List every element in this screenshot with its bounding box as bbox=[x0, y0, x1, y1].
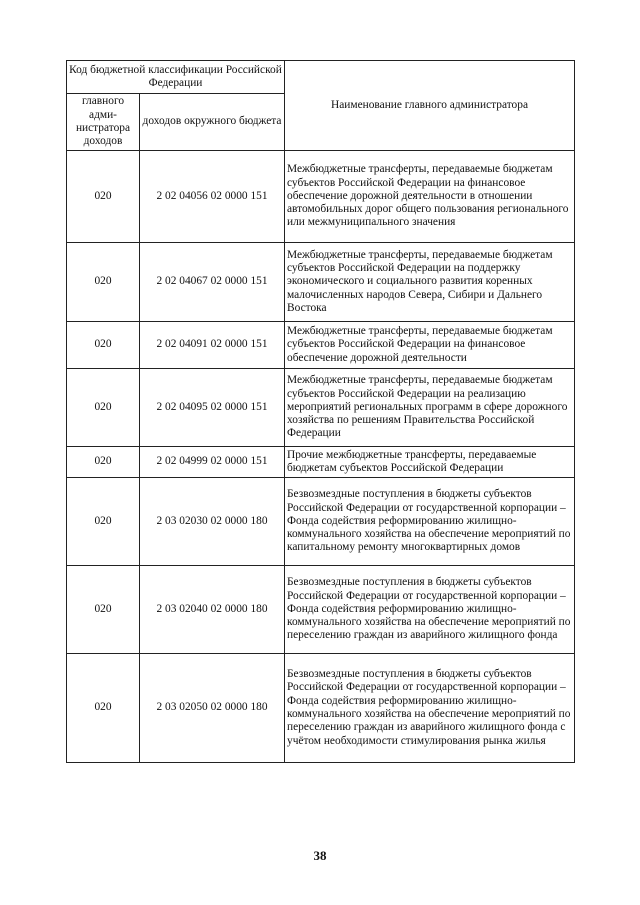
budget-code-cell: 2 02 04999 02 0000 151 bbox=[140, 447, 285, 478]
table-row bbox=[67, 566, 575, 654]
page-number: 38 bbox=[313, 848, 327, 863]
admin-code-cell: 020 bbox=[67, 369, 140, 447]
admin-name-cell: Межбюджетные трансферты, передаваемые бюджетам субъектов Российской Федерации на поддержку экономического и социального развития коренных малочисленных народов Севера, Сибири и Дальнего Востока bbox=[285, 243, 575, 322]
budget-code-cell: 2 03 02050 02 0000 180 bbox=[140, 654, 285, 763]
admin-name-cell: Межбюджетные трансферты, передаваемые бюджетам субъектов Российской Федерации на финансовое обеспечение дорожной деятельности bbox=[285, 322, 575, 369]
admin-code-cell: 020 bbox=[67, 151, 140, 243]
budget-code-cell: 2 02 04095 02 0000 151 bbox=[140, 369, 285, 447]
admin-code-cell: 020 bbox=[67, 478, 140, 566]
admin-name-cell: Безвозмездные поступления в бюджеты субъектов Российской Федерации от государственной корпорации – Фонда содействия реформированию жилищно-коммунального хозяйства на обеспечение мероприятий по капитальному ремонту многоквартирных домов bbox=[285, 478, 575, 566]
admin-code-cell: 020 bbox=[67, 322, 140, 369]
table-row bbox=[67, 447, 575, 478]
revenue-classification-table bbox=[66, 60, 575, 763]
table-row bbox=[67, 151, 575, 243]
admin-code-cell: 020 bbox=[67, 654, 140, 763]
table-row bbox=[67, 322, 575, 369]
budget-code-cell: 2 02 04067 02 0000 151 bbox=[140, 243, 285, 322]
budget-code-cell: 2 03 02040 02 0000 180 bbox=[140, 566, 285, 654]
table-header-row bbox=[67, 61, 575, 94]
budget-code-cell: 2 02 04091 02 0000 151 bbox=[140, 322, 285, 369]
admin-name-cell: Безвозмездные поступления в бюджеты субъектов Российской Федерации от государственной корпорации – Фонда содействия реформированию жилищно-коммунального хозяйства на обеспечение мероприятий по переселению граждан из аварийного жилищного фонда с учётом необходимости стимулирования рынка жилья bbox=[285, 654, 575, 763]
admin-code-cell: 020 bbox=[67, 243, 140, 322]
header-admin-column: главного адми-нистратора доходов bbox=[67, 94, 140, 151]
budget-code-cell: 2 03 02030 02 0000 180 bbox=[140, 478, 285, 566]
admin-name-cell: Межбюджетные трансферты, передаваемые бюджетам субъектов Российской Федерации на реализацию мероприятий региональных программ в сфере дорожного хозяйства по решениям Правительства Российской Федерации bbox=[285, 369, 575, 447]
budget-code-cell: 2 02 04056 02 0000 151 bbox=[140, 151, 285, 243]
header-code-group: Код бюджетной классификации Российской Федерации bbox=[67, 61, 285, 94]
table-row bbox=[67, 369, 575, 447]
table-row bbox=[67, 654, 575, 763]
admin-name-cell: Прочие межбюджетные трансферты, передаваемые бюджетам субъектов Российской Федерации bbox=[285, 447, 575, 478]
table-row bbox=[67, 478, 575, 566]
table-row bbox=[67, 243, 575, 322]
admin-name-cell: Безвозмездные поступления в бюджеты субъектов Российской Федерации от государственной корпорации – Фонда содействия реформированию жилищно-коммунального хозяйства на обеспечение мероприятий по переселению граждан из аварийного жилищного фонда bbox=[285, 566, 575, 654]
admin-code-cell: 020 bbox=[67, 447, 140, 478]
header-name-column: Наименование главного администратора bbox=[285, 61, 575, 151]
header-income-column: доходов окружного бюджета bbox=[140, 94, 285, 151]
admin-code-cell: 020 bbox=[67, 566, 140, 654]
admin-name-cell: Межбюджетные трансферты, передаваемые бюджетам субъектов Российской Федерации на финансовое обеспечение дорожной деятельности в отношении автомобильных дорог общего пользования регионального или межмуниципального значения bbox=[285, 151, 575, 243]
